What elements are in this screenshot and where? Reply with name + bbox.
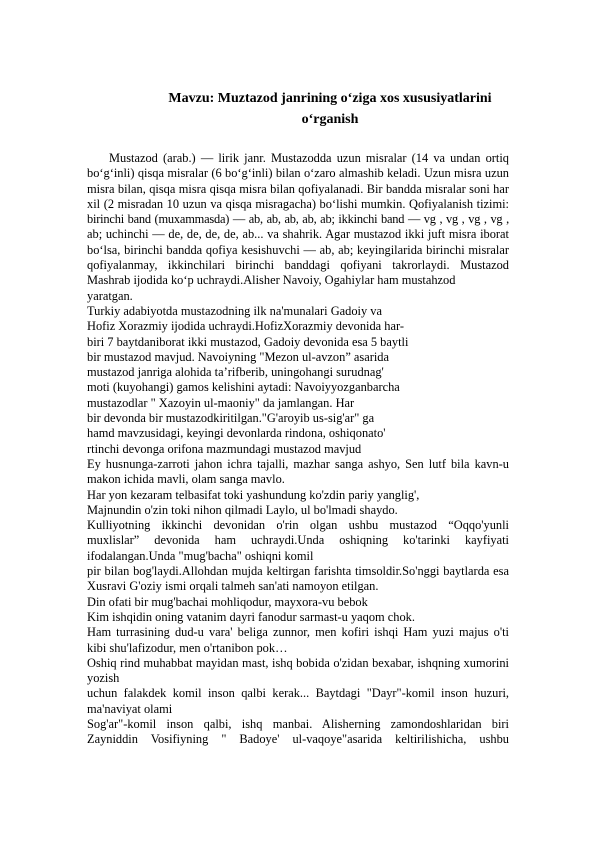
text-line: qofiyalanmay, ikkinchilari birinchi banddagi qofiyani takrorlaydi. Mustazod	[87, 258, 509, 273]
text-line: bo‘lsa, birinchi bandda qofiya kesishuvchi — ab, ab; keyingilarida birinchi misralar	[87, 242, 509, 257]
text-line: bir mustazod mavjud. Navoiyning "Mezon ul-avzon” asarida	[87, 349, 390, 364]
text-line: mustazod janriga alohida ta’rifberib, uningohangi surudnag'	[87, 365, 384, 380]
text-line: Turkiy adabiyotda mustazodning ilk na'munalari Gadoiy va	[87, 303, 382, 318]
text-line: Din ofati bir mug'bachai mohliqodur, mayxora-vu bebok	[87, 594, 368, 609]
text-line: mustazodlar " Xazoyin ul-maoniy" da jamlangan. Har	[87, 395, 355, 410]
text-line: misra bilan, qisqa misra qisqa misra bilan qofiyalanadi. Bir bandda misralar soni har	[87, 181, 509, 196]
text-line: Oshiq rind muhabbat mayidan mast, ishq bobida o'zidan bexabar, ishqning xumorini	[87, 655, 509, 670]
text-line: ifodalangan.Unda "mug'bacha" oshiqni komil	[87, 548, 314, 563]
text-line: bir devonda bir mustazodkiritilgan."G'aroyib us-sig'ar" ga	[87, 411, 375, 426]
text-line: hamd mavzusidagi, keyingi devonlarda rindona, oshiqonato'	[87, 426, 386, 441]
text-line: Majnundin o'zin toki nihon qilmadi Laylo, ul bo'lmadi shaydo.	[87, 502, 398, 517]
text-line: Sog'ar"-komil inson qalbi, ishq manbai. Alisherning zamondoshlaridan biri	[87, 716, 509, 731]
text-line: Xusravi G'oziy ismi orqali talmeh san'ati namoyon etilgan.	[87, 579, 379, 594]
text-line: Mustazod (arab.) — lirik janr. Mustazodda uzun misralar (14 va undan ortiq	[109, 151, 509, 165]
text-line: pir bilan bog'laydi.Allohdan mujda keltirgan farishta timsoldir.So'nggi baytlarda esa	[87, 564, 509, 579]
text-line: Zayniddin Vosifiyning " Badoye' ul-vaqoye"asarida keltirilishicha, ushbu	[87, 732, 509, 747]
text-line: Kim ishqidin oning vatanim dayri fanodur sarmast-u yaqom chok.	[87, 609, 415, 624]
text-line: xil (2 misradan 10 uzun va qisqa misragacha) bo‘lishi mumkin. Qofiyalanish tizimi:	[87, 196, 509, 211]
text-line: rtinchi devonga orifona mazmundagi mustazod mavjud	[87, 441, 362, 456]
text-line: Kulliyotning ikkinchi devonidan o'rin olgan ushbu mustazod “Oqqo'yunli	[87, 518, 509, 533]
text-line: kibi shu'lafizodur, men o'rtanibon pok…	[87, 640, 288, 655]
title-line-1: Mavzu: Muztazod janrining o‘ziga xos xususiyatlarini	[168, 91, 492, 106]
text-line: birinchi band (muxammasda) — ab, ab, ab, ab, ab; ikkinchi band — vg , vg , vg , vg ,	[87, 212, 509, 227]
title-line-2: o‘rganish	[301, 112, 359, 127]
text-line: Mashrab ijodida ko‘p uchraydi.Alisher Navoiy, Ogahiylar ham mustahzod	[87, 273, 456, 288]
text-line: moti (kuyohangi) gamos kelishini aytadi: Navoiyyozganbarcha	[87, 380, 400, 395]
text-line: yozish	[87, 671, 120, 686]
text-line: muxlislar” devonida ham uchraydi.Unda oshiqning ko'tarinki kayfiyati	[87, 533, 509, 548]
text-line: biri 7 baytdaniborat ikki mustazod, Gadoiy devonida esa 5 baytli	[87, 334, 409, 349]
text-line: Hofiz Xorazmiy ijodida uchraydi.HofizXorazmiy devonida har-	[87, 319, 404, 334]
text-line: ma'naviyat olami	[87, 701, 173, 716]
text-line: bo‘g‘inli) qisqa misralar (6 bo‘g‘inli) bilan o‘zaro almashib keladi. Uzun misra uzun	[87, 166, 509, 181]
text-line: yaratgan.	[87, 288, 133, 303]
text-line: Har yon kezaram telbasifat toki yashundung ko'zdin pariy yanglig',	[87, 487, 420, 502]
text-line: Ey husnunga-zarroti jahon ichra tajalli, mazhar sanga ashyo, Sen lutf bila kavn-u	[87, 456, 509, 471]
text-line: makon ichida mavli, olam sanga mavlo.	[87, 472, 285, 487]
text-line: ab; uchinchi — de, de, de, de, ab... va shahrik. Agar mustazod ikki juft misra iborat	[87, 227, 509, 242]
document-body	[87, 151, 509, 748]
document-title	[90, 88, 570, 130]
text-line: uchun falakdek komil inson qalbi kerak... Baytdagi "Dayr"-komil inson huzuri,	[87, 686, 509, 701]
text-line: Ham turrasining dud-u vara' beliga zunnor, men kofiri ishqi Ham yuzi majus o'ti	[87, 625, 509, 640]
